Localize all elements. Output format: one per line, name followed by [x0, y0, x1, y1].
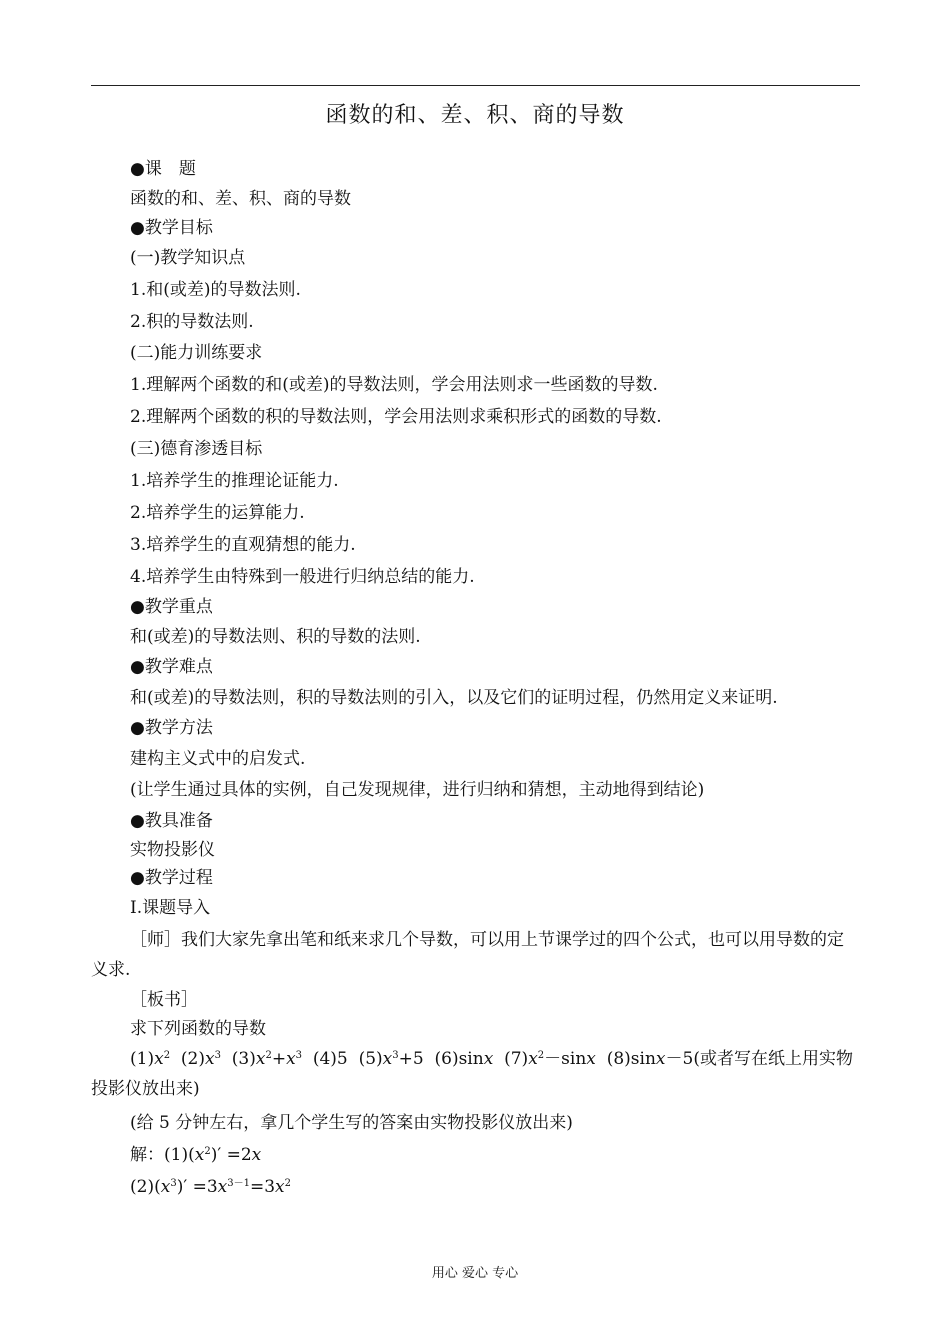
- subheading: (二)能力训练要求: [130, 343, 263, 363]
- text-line: 4.培养学生由特殊到一般进行归纳总结的能力.: [130, 567, 475, 587]
- teacher-paragraph: ［师］我们大家先拿出笔和纸来求几个导数，可以用上节课学过的四个公式，也可以用导数的定义求.: [91, 930, 844, 980]
- section-heading-key-points: ●教学重点: [130, 597, 213, 617]
- section-heading-tools: ●教具准备: [130, 811, 213, 831]
- text-line: 和(或差)的导数法则，积的导数法则的引入，以及它们的证明过程，仍然用定义来证明.: [130, 688, 778, 708]
- note-line: (给 5 分钟左右，拿几个学生写的答案由实物投影仪放出来): [130, 1113, 573, 1133]
- text-line: 2.理解两个函数的积的导数法则，学会用法则求乘积形式的函数的导数.: [130, 407, 662, 427]
- solution-2: $(2)(x^3)' =3x^{3-1}=3x^2$: [130, 1177, 292, 1197]
- subheading: Ⅰ.课题导入: [130, 898, 211, 918]
- header-rule: [91, 85, 860, 86]
- text-line: 实物投影仪: [130, 840, 215, 860]
- page-footer: 用心 爱心 专心: [431, 1266, 519, 1281]
- section-heading-difficulties: ●教学难点: [130, 657, 213, 677]
- text-line: 函数的和、差、积、商的导数: [130, 189, 351, 209]
- text-line: 和(或差)的导数法则、积的导数的法则.: [130, 627, 421, 647]
- text-line: 1.和(或差)的导数法则.: [130, 280, 301, 300]
- text-line: 建构主义式中的启发式.: [130, 749, 306, 769]
- section-heading-method: ●教学方法: [130, 718, 213, 738]
- text-line: (让学生通过具体的实例，自己发现规律，进行归纳和猜想，主动地得到结论): [130, 780, 705, 800]
- section-heading-process: ●教学过程: [130, 868, 213, 888]
- text-line: 1.理解两个函数的和(或差)的导数法则，学会用法则求一些函数的导数.: [130, 375, 658, 395]
- page-title: 函数的和、差、积、商的导数: [325, 103, 625, 128]
- solution-1: 解：$(1)(x^2)' =2x$: [130, 1145, 262, 1165]
- text-line: 2.培养学生的运算能力.: [130, 503, 305, 523]
- problem-list: $(1)x^2$ $(2)x^3$ $(3)x^2+x^3$ (4)5 $(5)x^3+5$ (6)sinx $(7)x^2-\sin x$ (8)sinx－5(或者写在纸上用实物投影仪放出来): [91, 1049, 853, 1099]
- section-heading-topic: ●课 题: [130, 159, 196, 179]
- text-line: 2.积的导数法则.: [130, 312, 254, 332]
- task-line: 求下列函数的导数: [130, 1019, 266, 1039]
- text-line: 3.培养学生的直观猜想的能力.: [130, 535, 356, 555]
- subheading: (一)教学知识点: [130, 248, 246, 268]
- board-label: ［板书］: [130, 990, 198, 1010]
- text-line: 1.培养学生的推理论证能力.: [130, 471, 339, 491]
- section-heading-goals: ●教学目标: [130, 218, 213, 238]
- subheading: (三)德育渗透目标: [130, 439, 263, 459]
